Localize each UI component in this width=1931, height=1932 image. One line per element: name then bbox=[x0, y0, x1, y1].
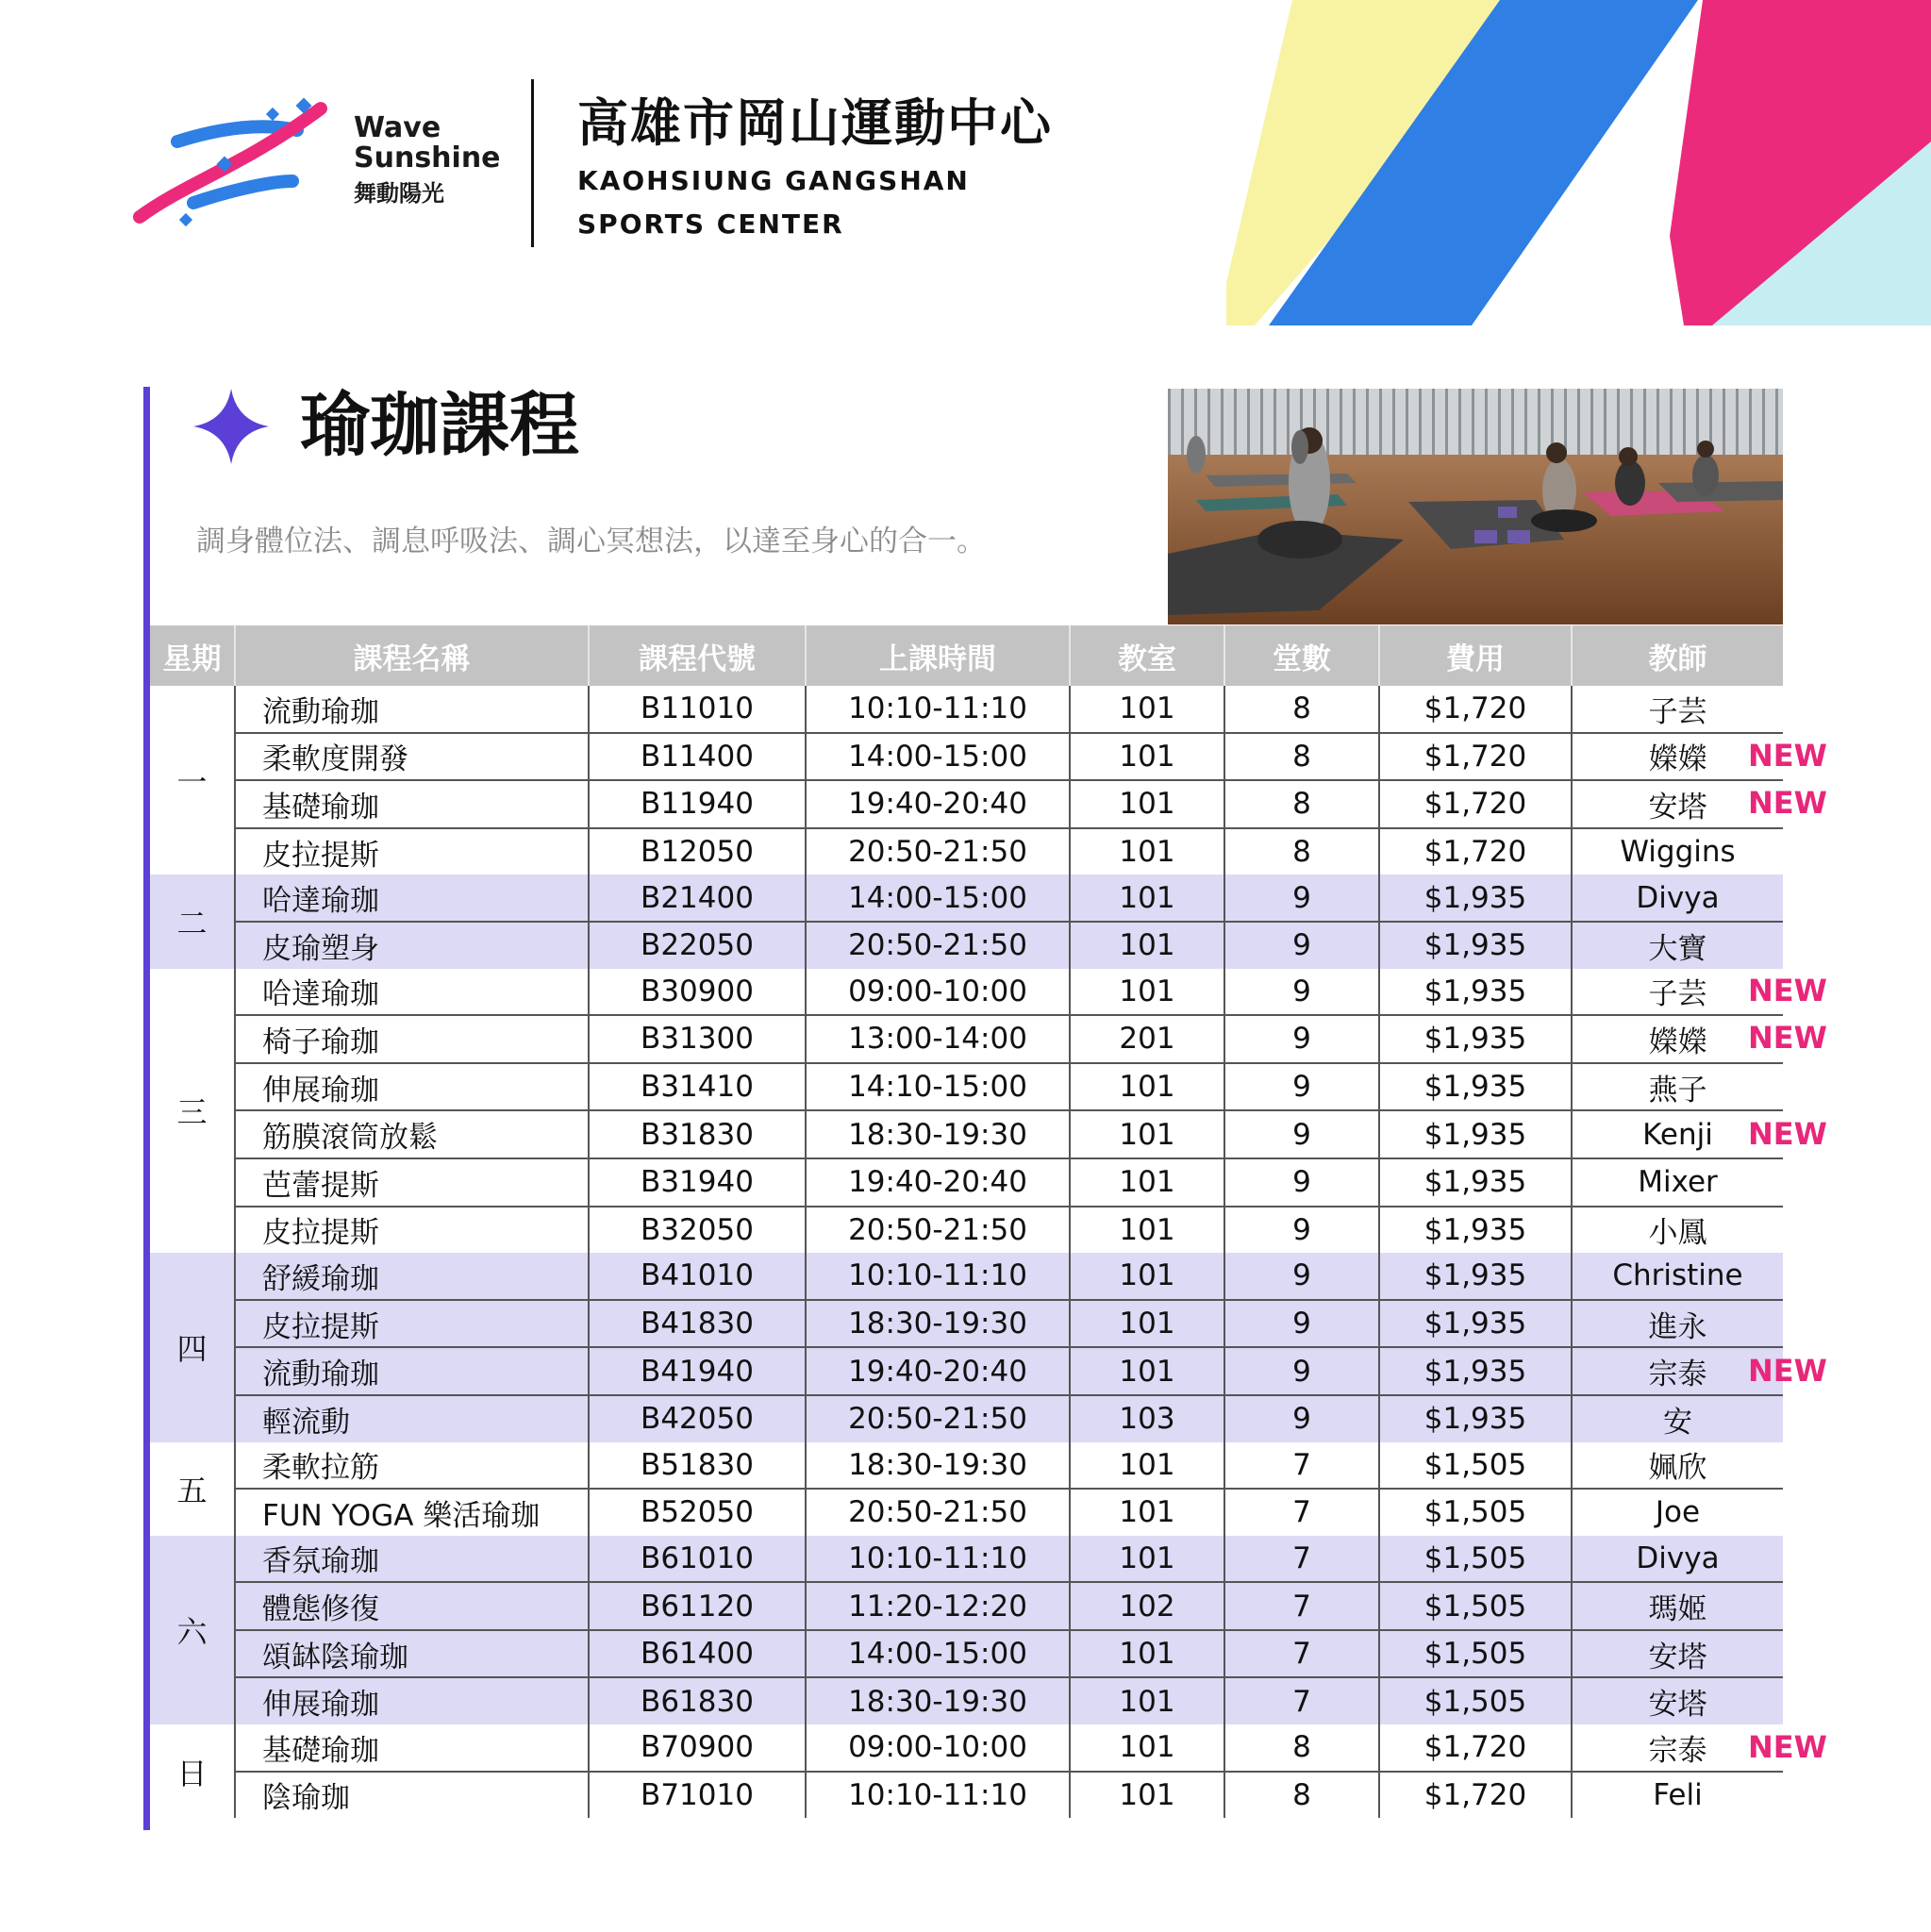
sessions-cell: 8 bbox=[1224, 828, 1379, 875]
new-badge: NEW bbox=[1748, 973, 1827, 1009]
teacher-cell: Divya bbox=[1572, 874, 1783, 922]
table-body bbox=[150, 686, 1783, 1818]
course-name-cell: FUN YOGA 樂活瑜珈 bbox=[235, 1489, 589, 1536]
fee-cell: $1,505 bbox=[1379, 1442, 1572, 1490]
new-badge: NEW bbox=[1748, 1115, 1827, 1152]
fee-cell: $1,935 bbox=[1379, 1207, 1572, 1254]
sessions-cell: 7 bbox=[1224, 1582, 1379, 1630]
table-row bbox=[150, 874, 1783, 922]
fee-cell: $1,935 bbox=[1379, 1347, 1572, 1395]
class-time-cell: 18:30-19:30 bbox=[806, 1677, 1070, 1724]
sessions-cell: 7 bbox=[1224, 1442, 1379, 1490]
section-accent-bar bbox=[143, 387, 150, 1830]
course-code-cell: B61120 bbox=[589, 1582, 806, 1630]
room-cell: 101 bbox=[1070, 1724, 1224, 1772]
teacher-cell: 小鳳 bbox=[1648, 1216, 1707, 1251]
course-name-cell: 伸展瑜珈 bbox=[235, 1677, 589, 1724]
teacher-cell: 宗泰 bbox=[1572, 1347, 1783, 1395]
room-cell: 101 bbox=[1070, 874, 1224, 922]
fee-cell: $1,935 bbox=[1379, 1300, 1572, 1348]
room-cell: 101 bbox=[1070, 1158, 1224, 1207]
section-title: 瑜珈課程 bbox=[300, 385, 579, 466]
class-time-cell: 10:10-11:10 bbox=[806, 1536, 1070, 1583]
day-cell: 一 bbox=[150, 686, 235, 874]
brand-name-en-line2: Sunshine bbox=[354, 142, 501, 175]
sessions-cell: 8 bbox=[1224, 1724, 1379, 1772]
teacher-cell: Kenji bbox=[1572, 1110, 1783, 1158]
teacher-cell: 安塔 bbox=[1572, 1677, 1783, 1724]
sessions-cell: 8 bbox=[1224, 1772, 1379, 1819]
table-row bbox=[150, 1442, 1783, 1490]
room-cell: 101 bbox=[1070, 1347, 1224, 1395]
room-cell: 101 bbox=[1070, 828, 1224, 875]
teacher-cell: 瑪姬 bbox=[1572, 1582, 1783, 1630]
course-code-cell: B52050 bbox=[589, 1489, 806, 1536]
course-code-cell: B11400 bbox=[589, 733, 806, 781]
table-row bbox=[150, 1015, 1783, 1063]
teacher-cell: Feli bbox=[1653, 1777, 1703, 1812]
table-row bbox=[150, 686, 1783, 733]
course-code-cell: B11940 bbox=[589, 780, 806, 828]
course-code-cell: B51830 bbox=[589, 1442, 806, 1490]
fee-cell: $1,935 bbox=[1379, 969, 1572, 1016]
course-name-cell: 芭蕾提斯 bbox=[235, 1158, 589, 1207]
table-row bbox=[150, 1772, 1783, 1819]
class-time-cell: 09:00-10:00 bbox=[806, 969, 1070, 1016]
fee-cell: $1,720 bbox=[1379, 780, 1572, 828]
sessions-cell: 7 bbox=[1224, 1630, 1379, 1678]
sessions-cell: 9 bbox=[1224, 1015, 1379, 1063]
course-code-cell: B31830 bbox=[589, 1110, 806, 1158]
course-code-cell: B41940 bbox=[589, 1347, 806, 1395]
room-cell: 201 bbox=[1070, 1015, 1224, 1063]
course-code-cell: B41010 bbox=[589, 1253, 806, 1300]
fee-cell: $1,505 bbox=[1379, 1582, 1572, 1630]
teacher-cell: Joe bbox=[1655, 1495, 1701, 1530]
sessions-cell: 8 bbox=[1224, 780, 1379, 828]
course-name-cell: 皮瑜塑身 bbox=[235, 922, 589, 969]
room-cell: 103 bbox=[1070, 1395, 1224, 1442]
course-name-cell: 皮拉提斯 bbox=[235, 1207, 589, 1254]
course-name-cell: 陰瑜珈 bbox=[235, 1772, 589, 1819]
course-code-cell: B11010 bbox=[589, 686, 806, 733]
table-row bbox=[150, 1489, 1783, 1536]
class-time-cell: 20:50-21:50 bbox=[806, 1395, 1070, 1442]
room-cell: 101 bbox=[1070, 1207, 1224, 1254]
class-time-cell: 19:40-20:40 bbox=[806, 1158, 1070, 1207]
sessions-cell: 7 bbox=[1224, 1536, 1379, 1583]
room-cell: 101 bbox=[1070, 1442, 1224, 1490]
fee-cell: $1,720 bbox=[1379, 733, 1572, 781]
fee-cell: $1,720 bbox=[1379, 1772, 1572, 1819]
room-cell: 101 bbox=[1070, 686, 1224, 733]
room-cell: 101 bbox=[1070, 1630, 1224, 1678]
sessions-cell: 9 bbox=[1224, 1347, 1379, 1395]
teacher-cell: 進永 bbox=[1572, 1300, 1783, 1348]
class-time-cell: 19:40-20:40 bbox=[806, 780, 1070, 828]
column-header-course-code: 課程代號 bbox=[589, 625, 806, 686]
fee-cell: $1,935 bbox=[1379, 1158, 1572, 1207]
course-name-cell: 基礎瑜珈 bbox=[235, 1724, 589, 1772]
day-cell: 日 bbox=[150, 1724, 235, 1818]
table-row bbox=[150, 1582, 1783, 1630]
course-name-cell: 柔軟度開發 bbox=[235, 733, 589, 781]
sessions-cell: 7 bbox=[1224, 1489, 1379, 1536]
teacher-cell: 大寶 bbox=[1572, 922, 1783, 969]
room-cell: 101 bbox=[1070, 1253, 1224, 1300]
sessions-cell: 9 bbox=[1224, 1110, 1379, 1158]
brand-name bbox=[354, 113, 501, 209]
room-cell: 101 bbox=[1070, 969, 1224, 1016]
course-name-cell: 椅子瑜珈 bbox=[235, 1015, 589, 1063]
fee-cell: $1,505 bbox=[1379, 1677, 1572, 1724]
table-row bbox=[150, 1063, 1783, 1111]
table-row bbox=[150, 1158, 1783, 1207]
class-time-cell: 10:10-11:10 bbox=[806, 1772, 1070, 1819]
wave-sunshine-logo bbox=[132, 94, 340, 236]
decorative-corner-stripes bbox=[1226, 0, 1931, 325]
fee-cell: $1,720 bbox=[1379, 828, 1572, 875]
sessions-cell: 9 bbox=[1224, 1395, 1379, 1442]
day-cell: 三 bbox=[150, 969, 235, 1254]
fee-cell: $1,935 bbox=[1379, 922, 1572, 969]
teacher-cell: 安塔 bbox=[1572, 1630, 1783, 1678]
course-code-cell: B31410 bbox=[589, 1063, 806, 1111]
column-header-fee: 費用 bbox=[1379, 625, 1572, 686]
course-name-cell: 流動瑜珈 bbox=[235, 1347, 589, 1395]
course-schedule-table bbox=[150, 625, 1783, 1818]
course-code-cell: B61830 bbox=[589, 1677, 806, 1724]
sessions-cell: 9 bbox=[1224, 922, 1379, 969]
room-cell: 101 bbox=[1070, 1489, 1224, 1536]
sessions-cell: 9 bbox=[1224, 1300, 1379, 1348]
day-cell: 五 bbox=[150, 1442, 235, 1536]
sessions-cell: 9 bbox=[1224, 874, 1379, 922]
class-time-cell: 10:10-11:10 bbox=[806, 686, 1070, 733]
table-row bbox=[150, 828, 1783, 875]
course-name-cell: 柔軟拉筋 bbox=[235, 1442, 589, 1490]
table-row bbox=[150, 1724, 1783, 1772]
new-badge: NEW bbox=[1748, 785, 1827, 822]
fee-cell: $1,720 bbox=[1379, 1724, 1572, 1772]
center-name bbox=[577, 91, 1053, 243]
new-badge: NEW bbox=[1748, 737, 1827, 774]
header-divider bbox=[531, 79, 534, 247]
brand-name-zh: 舞動陽光 bbox=[354, 180, 444, 207]
fee-cell: $1,720 bbox=[1379, 686, 1572, 733]
room-cell: 101 bbox=[1070, 1063, 1224, 1111]
class-time-cell: 18:30-19:30 bbox=[806, 1110, 1070, 1158]
class-time-cell: 18:30-19:30 bbox=[806, 1442, 1070, 1490]
room-cell: 101 bbox=[1070, 1110, 1224, 1158]
fee-cell: $1,935 bbox=[1379, 1110, 1572, 1158]
course-code-cell: B30900 bbox=[589, 969, 806, 1016]
section-tagline: 調身體位法、調息呼吸法、調心冥想法，以達至身心的合一。 bbox=[196, 525, 986, 558]
course-code-cell: B71010 bbox=[589, 1772, 806, 1819]
class-time-cell: 20:50-21:50 bbox=[806, 1207, 1070, 1254]
course-name-cell: 伸展瑜珈 bbox=[235, 1063, 589, 1111]
teacher-cell: Mixer bbox=[1572, 1158, 1783, 1207]
room-cell: 101 bbox=[1070, 1677, 1224, 1724]
teacher-cell: 子芸 bbox=[1572, 969, 1783, 1016]
new-badge: NEW bbox=[1748, 1352, 1827, 1389]
yoga-class-photo bbox=[1168, 389, 1783, 625]
teacher-cell: 安塔 bbox=[1572, 780, 1783, 828]
course-code-cell: B61010 bbox=[589, 1536, 806, 1583]
fee-cell: $1,505 bbox=[1379, 1489, 1572, 1536]
teacher-cell: Christine bbox=[1572, 1253, 1783, 1300]
center-name-zh: 高雄市岡山運動中心 bbox=[577, 93, 1053, 153]
sessions-cell: 9 bbox=[1224, 1253, 1379, 1300]
center-name-en-line1: KAOHSIUNG GANGSHAN bbox=[577, 165, 970, 196]
course-name-cell: 香氛瑜珈 bbox=[235, 1536, 589, 1583]
table-row bbox=[150, 1207, 1783, 1254]
table-row bbox=[150, 1395, 1783, 1442]
room-cell: 101 bbox=[1070, 922, 1224, 969]
class-time-cell: 11:20-12:20 bbox=[806, 1582, 1070, 1630]
course-code-cell: B42050 bbox=[589, 1395, 806, 1442]
fee-cell: $1,935 bbox=[1379, 1395, 1572, 1442]
fee-cell: $1,505 bbox=[1379, 1536, 1572, 1583]
sessions-cell: 9 bbox=[1224, 1207, 1379, 1254]
course-code-cell: B41830 bbox=[589, 1300, 806, 1348]
course-name-cell: 體態修復 bbox=[235, 1582, 589, 1630]
teacher-cell: 燕子 bbox=[1572, 1063, 1783, 1111]
class-time-cell: 18:30-19:30 bbox=[806, 1300, 1070, 1348]
fee-cell: $1,505 bbox=[1379, 1630, 1572, 1678]
class-time-cell: 14:00-15:00 bbox=[806, 733, 1070, 781]
teacher-cell: 嬫嬫 bbox=[1572, 733, 1783, 781]
table-row bbox=[150, 733, 1783, 781]
fee-cell: $1,935 bbox=[1379, 1063, 1572, 1111]
teacher-cell: Wiggins bbox=[1620, 835, 1736, 870]
table-row bbox=[150, 1536, 1783, 1583]
course-name-cell: 皮拉提斯 bbox=[235, 1300, 589, 1348]
new-badge: NEW bbox=[1748, 1020, 1827, 1057]
course-code-cell: B21400 bbox=[589, 874, 806, 922]
sessions-cell: 9 bbox=[1224, 1158, 1379, 1207]
teacher-cell: 宗泰 bbox=[1572, 1724, 1783, 1772]
fee-cell: $1,935 bbox=[1379, 1253, 1572, 1300]
course-name-cell: 哈達瑜珈 bbox=[235, 969, 589, 1016]
sessions-cell: 9 bbox=[1224, 969, 1379, 1016]
class-time-cell: 14:00-15:00 bbox=[806, 1630, 1070, 1678]
column-header-course-name: 課程名稱 bbox=[235, 625, 589, 686]
diamond-star-icon bbox=[193, 389, 269, 464]
class-time-cell: 13:00-14:00 bbox=[806, 1015, 1070, 1063]
table-header-row bbox=[150, 625, 1783, 686]
table-row bbox=[150, 1677, 1783, 1724]
class-time-cell: 09:00-10:00 bbox=[806, 1724, 1070, 1772]
column-header-day: 星期 bbox=[150, 625, 235, 686]
course-name-cell: 筋膜滾筒放鬆 bbox=[235, 1110, 589, 1158]
sessions-cell: 7 bbox=[1224, 1677, 1379, 1724]
course-name-cell: 基礎瑜珈 bbox=[235, 780, 589, 828]
fee-cell: $1,935 bbox=[1379, 1015, 1572, 1063]
table-row bbox=[150, 1110, 1783, 1158]
sessions-cell: 8 bbox=[1224, 733, 1379, 781]
course-name-cell: 輕流動 bbox=[235, 1395, 589, 1442]
course-code-cell: B70900 bbox=[589, 1724, 806, 1772]
room-cell: 101 bbox=[1070, 780, 1224, 828]
day-cell: 二 bbox=[150, 874, 235, 968]
table-row bbox=[150, 922, 1783, 969]
teacher-cell: 姵欣 bbox=[1572, 1442, 1783, 1490]
class-time-cell: 19:40-20:40 bbox=[806, 1347, 1070, 1395]
course-code-cell: B31300 bbox=[589, 1015, 806, 1063]
fee-cell: $1,935 bbox=[1379, 874, 1572, 922]
course-name-cell: 舒緩瑜珈 bbox=[235, 1253, 589, 1300]
class-time-cell: 20:50-21:50 bbox=[806, 922, 1070, 969]
room-cell: 101 bbox=[1070, 1772, 1224, 1819]
class-time-cell: 14:10-15:00 bbox=[806, 1063, 1070, 1111]
course-code-cell: B22050 bbox=[589, 922, 806, 969]
course-code-cell: B32050 bbox=[589, 1207, 806, 1254]
room-cell: 101 bbox=[1070, 733, 1224, 781]
room-cell: 101 bbox=[1070, 1300, 1224, 1348]
table-row bbox=[150, 1300, 1783, 1348]
course-code-cell: B12050 bbox=[589, 828, 806, 875]
course-code-cell: B31940 bbox=[589, 1158, 806, 1207]
table-row bbox=[150, 1630, 1783, 1678]
class-time-cell: 20:50-21:50 bbox=[806, 1489, 1070, 1536]
room-cell: 101 bbox=[1070, 1536, 1224, 1583]
teacher-cell: 嬫嬫 bbox=[1572, 1015, 1783, 1063]
table-row bbox=[150, 1347, 1783, 1395]
column-header-sessions: 堂數 bbox=[1224, 625, 1379, 686]
sessions-cell: 8 bbox=[1224, 686, 1379, 733]
course-name-cell: 哈達瑜珈 bbox=[235, 874, 589, 922]
table-row bbox=[150, 1253, 1783, 1300]
brand-name-en-line1: Wave bbox=[354, 111, 441, 144]
new-badge: NEW bbox=[1748, 1728, 1827, 1765]
course-name-cell: 頌缽陰瑜珈 bbox=[235, 1630, 589, 1678]
table-row bbox=[150, 969, 1783, 1016]
table-row bbox=[150, 780, 1783, 828]
column-header-teacher: 教師 bbox=[1572, 625, 1783, 686]
day-cell: 四 bbox=[150, 1253, 235, 1441]
course-name-cell: 皮拉提斯 bbox=[235, 828, 589, 875]
class-time-cell: 14:00-15:00 bbox=[806, 874, 1070, 922]
column-header-room: 教室 bbox=[1070, 625, 1224, 686]
column-header-class-time: 上課時間 bbox=[806, 625, 1070, 686]
class-time-cell: 20:50-21:50 bbox=[806, 828, 1070, 875]
room-cell: 102 bbox=[1070, 1582, 1224, 1630]
course-name-cell: 流動瑜珈 bbox=[235, 686, 589, 733]
teacher-cell: 子芸 bbox=[1572, 686, 1783, 733]
sessions-cell: 9 bbox=[1224, 1063, 1379, 1111]
day-cell: 六 bbox=[150, 1536, 235, 1724]
class-time-cell: 10:10-11:10 bbox=[806, 1253, 1070, 1300]
teacher-cell: 安 bbox=[1572, 1395, 1783, 1442]
center-name-en-line2: SPORTS CENTER bbox=[577, 208, 844, 240]
course-code-cell: B61400 bbox=[589, 1630, 806, 1678]
teacher-cell: Divya bbox=[1572, 1536, 1783, 1583]
